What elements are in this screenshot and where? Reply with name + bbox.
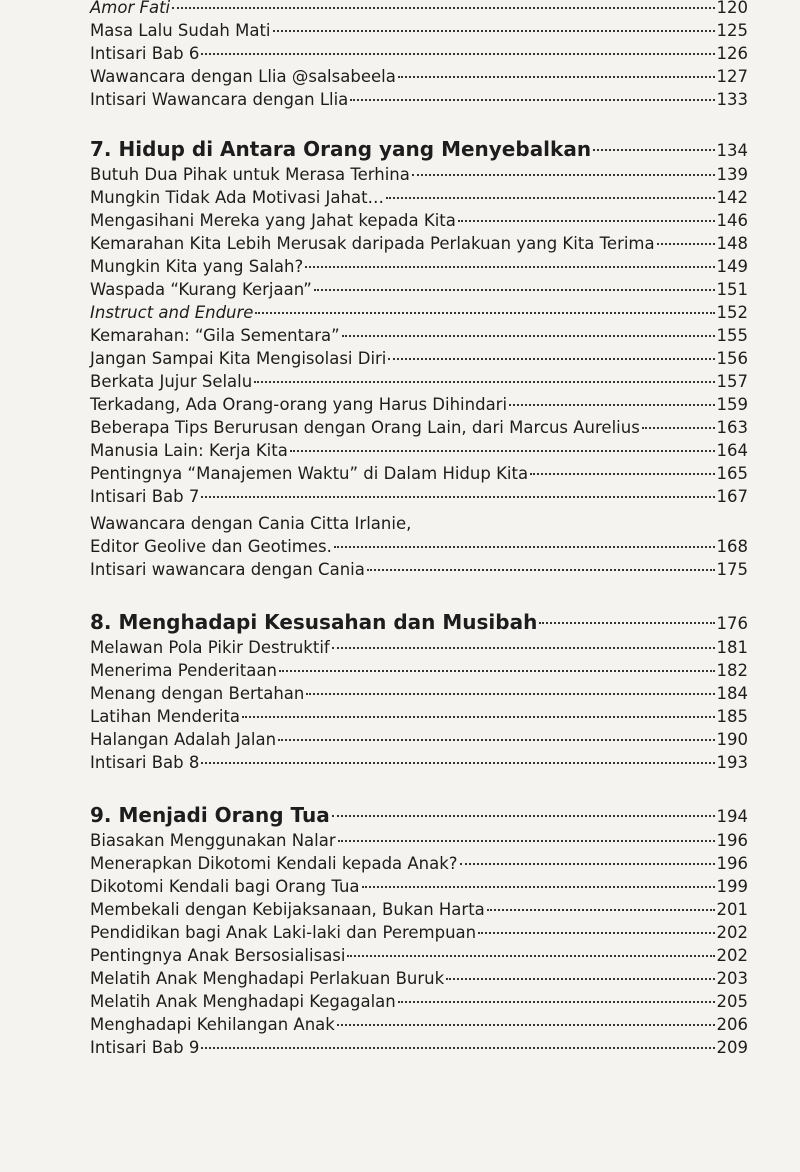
toc-item-title: Kemarahan: “Gila Sementara” (90, 326, 340, 345)
toc-item-page: 126 (716, 44, 748, 63)
toc-item[interactable] (90, 278, 748, 301)
toc-item-title: Melatih Anak Menghadapi Kegagalan (90, 992, 396, 1011)
toc-item-page: 193 (716, 753, 748, 772)
toc-item-title: Terkadang, Ada Orang-orang yang Harus Dihindari (90, 395, 508, 414)
leader-dots (338, 840, 715, 842)
toc-item-page: 139 (716, 165, 748, 184)
toc-item[interactable] (90, 898, 748, 921)
toc-item-title: Latihan Menderita (90, 707, 241, 726)
leader-dots (201, 53, 714, 55)
toc-item[interactable] (90, 921, 748, 944)
toc-item-title: Mungkin Kita yang Salah? (90, 257, 304, 276)
toc-item-title: Pentingnya “Manajemen Waktu” di Dalam Hidup Kita (90, 464, 529, 483)
toc-list-chapter-8 (90, 636, 748, 774)
toc-item[interactable] (90, 65, 748, 88)
leader-dots (306, 693, 714, 695)
toc-item[interactable] (90, 209, 748, 232)
toc-item-page: 201 (716, 900, 748, 919)
toc-item[interactable] (90, 301, 748, 324)
leader-dots (412, 174, 715, 176)
leader-dots (254, 381, 714, 383)
interview-entry-line2[interactable] (90, 535, 748, 558)
toc-item-title: Manusia Lain: Kerja Kita (90, 441, 288, 460)
leader-dots (487, 909, 715, 911)
toc-item-page: 205 (716, 992, 748, 1011)
toc-item-page: 168 (716, 537, 748, 556)
chapter-page: 194 (716, 807, 748, 826)
leader-dots (201, 496, 714, 498)
toc-item-page: 203 (716, 969, 748, 988)
leader-dots (347, 955, 714, 957)
toc-item[interactable] (90, 705, 748, 728)
leader-dots (398, 1001, 715, 1003)
leader-dots (290, 450, 715, 452)
toc-item[interactable] (90, 1013, 748, 1036)
leader-dots (509, 404, 714, 406)
toc-item-page: 199 (716, 877, 748, 896)
toc-item-title: Pentingnya Anak Bersosialisasi (90, 946, 346, 965)
toc-item-title: Beberapa Tips Berurusan dengan Orang Lain, dari Marcus Aurelius (90, 418, 640, 437)
toc-list-chapter-9 (90, 829, 748, 1059)
leader-dots (458, 220, 715, 222)
toc-item[interactable] (90, 370, 748, 393)
chapter-title: 7. Hidup di Antara Orang yang Menyebalkan (90, 137, 592, 161)
toc-item[interactable] (90, 728, 748, 751)
toc-item[interactable] (90, 659, 748, 682)
toc-item[interactable] (90, 255, 748, 278)
toc-item-title: Butuh Dua Pihak untuk Merasa Terhina (90, 165, 410, 184)
toc-item[interactable] (90, 875, 748, 898)
toc-item-title: Kemarahan Kita Lebih Merusak daripada Perlakuan yang Kita Terima (90, 234, 655, 253)
toc-item-title: Intisari wawancara dengan Cania (90, 560, 365, 579)
leader-dots (657, 243, 715, 245)
toc-item-title: Intisari Bab 7 (90, 487, 200, 506)
toc-item-page: 190 (716, 730, 748, 749)
toc-list-chapter-7 (90, 163, 748, 508)
toc-list-chapter-7b (90, 558, 748, 581)
bleed-through-edge (752, 0, 800, 1172)
toc-item-page: 159 (716, 395, 748, 414)
leader-dots (332, 815, 715, 817)
toc-item-title: Membekali dengan Kebijaksanaan, Bukan Harta (90, 900, 485, 919)
leader-dots (593, 149, 714, 151)
toc-item-page: 175 (716, 560, 748, 579)
toc-item[interactable] (90, 751, 748, 774)
leader-dots (255, 312, 714, 314)
toc-item-page: 156 (716, 349, 748, 368)
leader-dots (314, 289, 715, 291)
toc-item-page: 167 (716, 487, 748, 506)
toc-item-page: 120 (716, 0, 748, 17)
leader-dots (446, 978, 714, 980)
chapter-8-heading[interactable] (90, 606, 748, 638)
toc-item[interactable] (90, 42, 748, 65)
leader-dots (273, 30, 715, 32)
toc-item-title: Menghadapi Kehilangan Anak (90, 1015, 335, 1034)
toc-item[interactable] (90, 944, 748, 967)
toc-item-page: 155 (716, 326, 748, 345)
leader-dots (530, 473, 714, 475)
toc-item[interactable] (90, 558, 748, 581)
toc-item[interactable] (90, 186, 748, 209)
chapter-page: 134 (716, 141, 748, 160)
leader-dots (642, 427, 715, 429)
toc-item[interactable] (90, 852, 748, 875)
toc-item[interactable] (90, 347, 748, 370)
toc-item-page: 164 (716, 441, 748, 460)
toc-item-title: Wawancara dengan Llia @salsabeela (90, 67, 396, 86)
toc-item-page: 202 (716, 946, 748, 965)
toc-item[interactable] (90, 19, 748, 42)
leader-dots (478, 932, 714, 934)
toc-item-title: Dikotomi Kendali bagi Orang Tua (90, 877, 360, 896)
toc-item-page: 185 (716, 707, 748, 726)
toc-item-title: Mungkin Tidak Ada Motivasi Jahat… (90, 188, 385, 207)
toc-item-page: 152 (716, 303, 748, 322)
toc-item[interactable] (90, 682, 748, 705)
toc-item-page: 165 (716, 464, 748, 483)
toc-item[interactable] (90, 829, 748, 852)
toc-item[interactable] (90, 0, 748, 19)
leader-dots (350, 99, 714, 101)
leader-dots (388, 358, 714, 360)
toc-item-title: Intisari Wawancara dengan Llia (90, 90, 349, 109)
leader-dots (342, 335, 715, 337)
toc-item-title: Menang dengan Bertahan (90, 684, 305, 703)
chapter-9-heading[interactable] (90, 799, 748, 831)
toc-item-title: Jangan Sampai Kita Mengisolasi Diri (90, 349, 387, 368)
toc-item-page: 196 (716, 831, 748, 850)
toc-item[interactable] (90, 1036, 748, 1059)
leader-dots (367, 569, 715, 571)
toc-item-title: Menerima Penderitaan (90, 661, 277, 680)
chapter-title: 9. Menjadi Orang Tua (90, 803, 330, 827)
toc-item-page: 149 (716, 257, 748, 276)
toc-item[interactable] (90, 990, 748, 1013)
toc-item-page: 182 (716, 661, 748, 680)
chapter-title: 8. Menghadapi Kesusahan dan Musibah (90, 610, 538, 634)
toc-item[interactable] (90, 232, 748, 255)
toc-item-title: Intisari Bab 9 (90, 1038, 200, 1057)
toc-list-intro (90, 0, 748, 111)
toc-item-page: 181 (716, 638, 748, 657)
toc-item[interactable] (90, 485, 748, 508)
toc-item-page: 151 (716, 280, 748, 299)
leader-dots (362, 886, 715, 888)
leader-dots (539, 622, 714, 624)
table-of-contents (90, 0, 748, 1059)
toc-item[interactable] (90, 439, 748, 462)
leader-dots (386, 197, 714, 199)
toc-item[interactable] (90, 324, 748, 347)
leader-dots (337, 1024, 715, 1026)
leader-dots (201, 1047, 714, 1049)
leader-dots (332, 647, 715, 649)
toc-item-title: Intisari Bab 8 (90, 753, 200, 772)
toc-item-title: Amor Fati (90, 0, 171, 17)
toc-item-title: Melatih Anak Menghadapi Perlakuan Buruk (90, 969, 445, 988)
toc-item-title: Berkata Jujur Selalu (90, 372, 253, 391)
toc-item[interactable] (90, 462, 748, 485)
toc-item-page: 148 (716, 234, 748, 253)
toc-item[interactable] (90, 393, 748, 416)
toc-item[interactable] (90, 163, 748, 186)
toc-item-title: Menerapkan Dikotomi Kendali kepada Anak? (90, 854, 458, 873)
leader-dots (201, 762, 714, 764)
toc-item-title: Biasakan Menggunakan Nalar (90, 831, 336, 850)
toc-item-title: Instruct and Endure (90, 303, 254, 322)
toc-item-page: 163 (716, 418, 748, 437)
toc-item-page: 133 (716, 90, 748, 109)
leader-dots (172, 7, 714, 9)
leader-dots (279, 670, 715, 672)
toc-item-page: 202 (716, 923, 748, 942)
toc-item-page: 125 (716, 21, 748, 40)
toc-item[interactable] (90, 416, 748, 439)
leader-dots (278, 739, 714, 741)
toc-item-page: 196 (716, 854, 748, 873)
toc-item-title: Editor Geolive dan Geotimes. (90, 537, 332, 556)
leader-dots (398, 76, 715, 78)
toc-item-page: 206 (716, 1015, 748, 1034)
toc-item-title: Masa Lalu Sudah Mati (90, 21, 271, 40)
toc-item-title: Mengasihani Mereka yang Jahat kepada Kita (90, 211, 456, 230)
toc-item-title: Pendidikan bagi Anak Laki-laki dan Perempuan (90, 923, 477, 942)
toc-item[interactable] (90, 636, 748, 659)
toc-item[interactable] (90, 88, 748, 111)
leader-dots (334, 546, 715, 548)
toc-item-title: Intisari Bab 6 (90, 44, 200, 63)
chapter-7-heading[interactable] (90, 133, 748, 165)
toc-item-page: 184 (716, 684, 748, 703)
chapter-page: 176 (716, 614, 748, 633)
toc-item-page: 142 (716, 188, 748, 207)
toc-item-page: 157 (716, 372, 748, 391)
toc-item-title: Halangan Adalah Jalan (90, 730, 277, 749)
toc-item[interactable] (90, 967, 748, 990)
toc-item-page: 209 (716, 1038, 748, 1057)
leader-dots (305, 266, 714, 268)
toc-item-title: Waspada “Kurang Kerjaan” (90, 280, 312, 299)
toc-item-page: 127 (716, 67, 748, 86)
toc-item-title: Melawan Pola Pikir Destruktif (90, 638, 330, 657)
toc-item-page: 146 (716, 211, 748, 230)
leader-dots (460, 863, 715, 865)
interview-entry-line1[interactable]: Wawancara dengan Cania Citta Irlanie, (90, 514, 412, 533)
leader-dots (242, 716, 714, 718)
